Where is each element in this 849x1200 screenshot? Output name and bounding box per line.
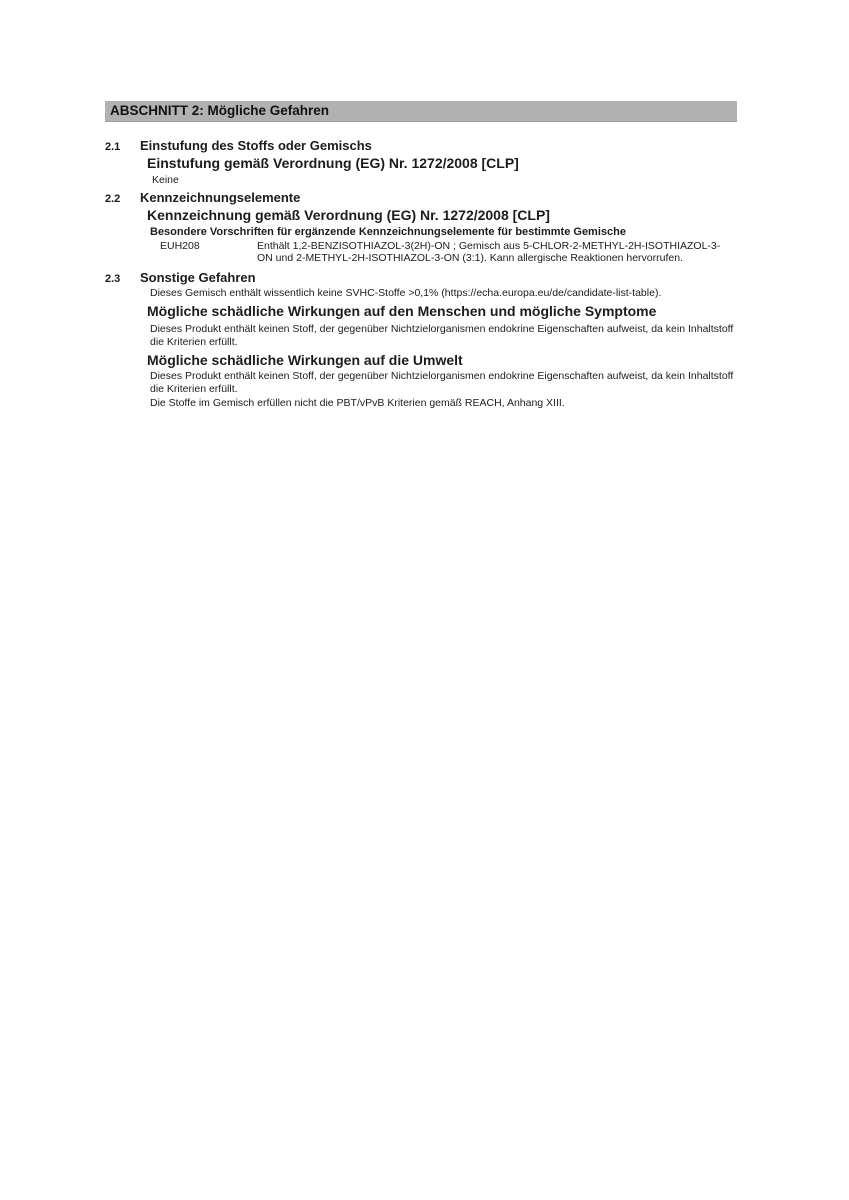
section-2-3-heading: [105, 270, 737, 285]
euh-statement-text: Enthält 1,2-BENZISOTHIAZOL-3(2H)-ON ; Gemisch aus 5-CHLOR-2-METHYL-2H-ISOTHIAZOL-3-ON und 2-METHYL-2H-ISOTHIAZOL-3-ON (3:1). Kann allergische Reaktionen hervorrufen.: [257, 239, 721, 264]
section-header-bar: ABSCHNITT 2: Mögliche Gefahren: [105, 101, 737, 122]
environment-effects-heading: Mögliche schädliche Wirkungen auf die Umwelt: [147, 352, 463, 368]
human-effects-heading: Mögliche schädliche Wirkungen auf den Menschen und mögliche Symptome: [147, 303, 657, 319]
section-number: 2.3: [105, 272, 121, 285]
page-content: [105, 101, 737, 410]
section-title: Kennzeichnungselemente: [140, 189, 301, 205]
human-effects-text: Dieses Produkt enthält keinen Stoff, der gegenüber Nichtzielorganismen endokrine Eigenschaften aufweist, da kein Inhaltstoff die Kriterien erfüllt.: [150, 323, 734, 348]
pbt-statement: Die Stoffe im Gemisch erfüllen nicht die PBT/vPvB Kriterien gemäß REACH, Anhang XIII.: [150, 397, 565, 409]
section-number: 2.1: [105, 141, 121, 153]
environment-effects-text: Dieses Produkt enthält keinen Stoff, der gegenüber Nichtzielorganismen endokrine Eigenschaften aufweist, da kein Inhaltstoff die Kriterien erfüllt.: [150, 370, 734, 395]
section-2-3: [105, 270, 737, 410]
section-title: Sonstige Gefahren: [140, 269, 256, 285]
section-number: 2.2: [105, 192, 121, 205]
supplemental-labelling-note-heading: Besondere Vorschriften für ergänzende Kennzeichnungselemente für bestimmte Gemische: [150, 225, 626, 238]
classification-value: Keine: [152, 174, 179, 186]
euh-statement-row: [160, 240, 737, 265]
section-2-2: [105, 190, 737, 265]
clp-classification-heading: Einstufung gemäß Verordnung (EG) Nr. 1272/2008 [CLP]: [147, 155, 519, 171]
section-2-1: [105, 138, 737, 187]
section-title: Einstufung des Stoffs oder Gemischs: [140, 138, 372, 153]
section-2-1-heading: [105, 138, 737, 153]
svhc-statement: Dieses Gemisch enthält wissentlich keine SVHC-Stoffe >0,1% (https://echa.europa.eu/de/candidate-list-table).: [150, 286, 662, 299]
section-2-2-heading: [105, 190, 737, 205]
euh-code: EUH208: [160, 239, 200, 252]
clp-labelling-heading: Kennzeichnung gemäß Verordnung (EG) Nr. 1272/2008 [CLP]: [147, 206, 550, 223]
